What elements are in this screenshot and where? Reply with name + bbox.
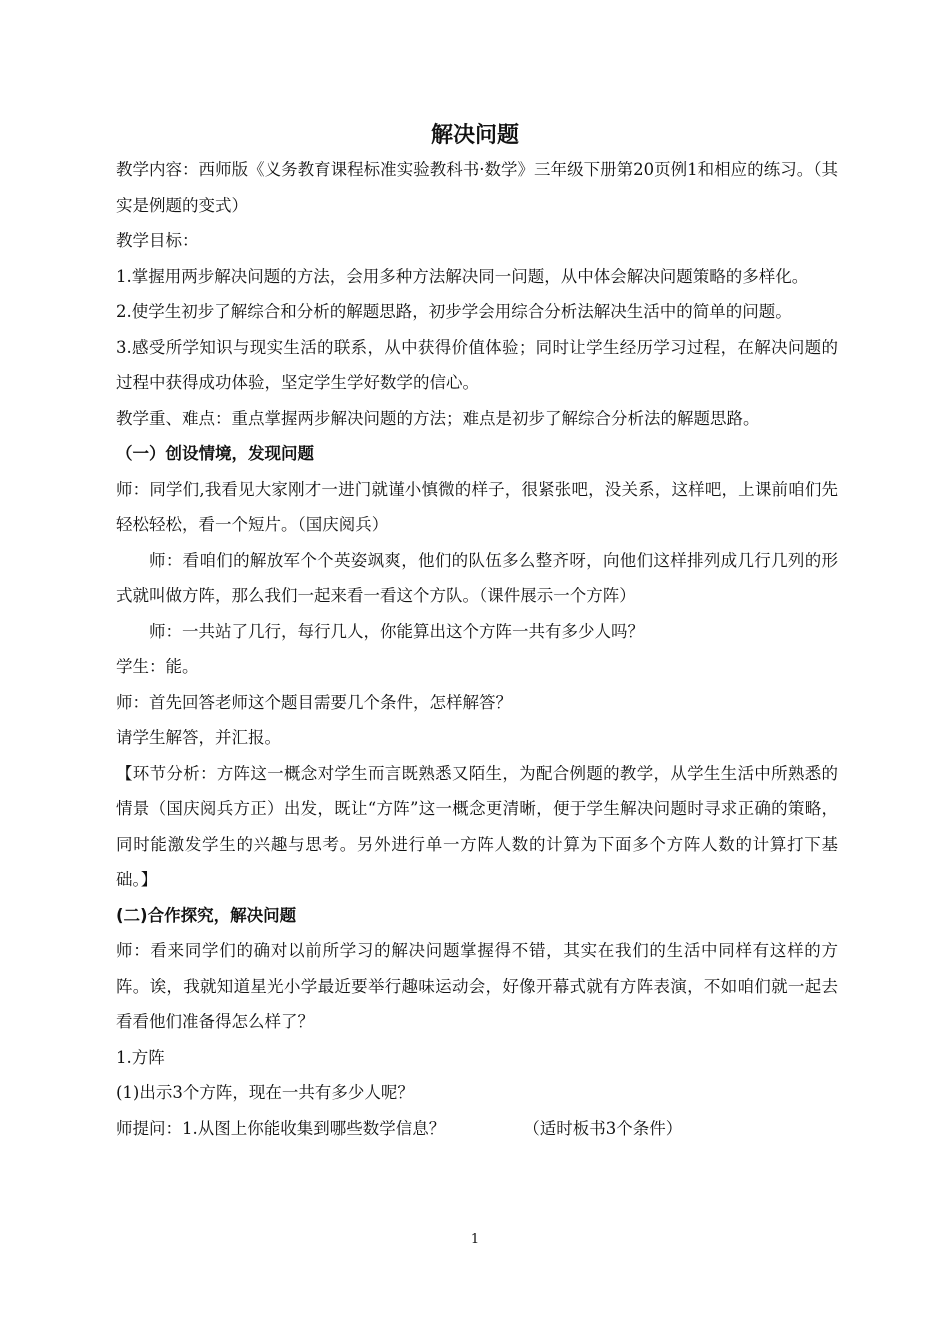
- objective-2: 2.使学生初步了解综合和分析的解题思路，初步学会用综合分析法解决生活中的简单的问题。: [116, 302, 792, 321]
- key-difficulties: 教学重、难点：重点掌握两步解决问题的方法；难点是初步了解综合分析法的解题思路。: [116, 408, 760, 428]
- subsection-formation: 1.方阵: [116, 1047, 165, 1067]
- teacher-line-2: 师：看咱们的解放军个个英姿飒爽，他们的队伍多么整齐呀，向他们这样排列成几行几列的形式就叫做方阵，那么我们一起来看一看这个方队。（课件展示一个方阵）: [116, 550, 838, 605]
- document-title: 解决问题: [430, 123, 519, 148]
- instruction-line: 请学生解答，并汇报。: [116, 728, 281, 747]
- document-body: [116, 152, 838, 1146]
- page-number: 1: [470, 1232, 480, 1247]
- question-1: (1)出示3个方阵，现在一共有多少人呢？: [116, 1083, 414, 1102]
- section-2-heading: (二)合作探究，解决问题: [116, 905, 297, 925]
- section-1-heading: （一）创设情境，发现问题: [116, 444, 314, 463]
- teacher-question-row: [116, 1111, 838, 1147]
- analysis-note: 【环节分析：方阵这一概念对学生而言既熟悉又陌生，为配合例题的教学，从学生生活中所熟悉的情景（国庆阅兵方正）出发，既让“方阵”这一概念更清晰，便于学生解决问题时寻求正确的策略，同时能激发学生的兴趣与思考。另外进行单一方阵人数的计算为下面多个方阵人数的计算打下基础。】: [116, 763, 838, 889]
- teacher-line-1: 师：同学们,我看见大家刚才一进门就谨小慎微的样子，很紧张吧，没关系，这样吧，上课前咱们先轻松轻松，看一个短片。（国庆阅兵）: [116, 479, 838, 534]
- teacher-line-4: 师：首先回答老师这个题目需要几个条件，怎样解答？: [116, 692, 512, 712]
- teaching-content: 教学内容：西师版《义务教育课程标准实验教科书·数学》三年级下册第20页例1和相应的练习。（其实是例题的变式）: [116, 160, 838, 215]
- teacher-line-5: 师：看来同学们的确对以前所学习的解决问题掌握得不错，其实在我们的生活中同样有这样的方阵。诶，我就知道星光小学最近要举行趣味运动会，好像开幕式就有方阵表演，不如咱们就一起去看看他们准备得怎么样了？: [116, 941, 838, 1031]
- teacher-question: 师提问：1.从图上你能收集到哪些数学信息？: [116, 1118, 446, 1138]
- objective-1: 1.掌握用两步解决问题的方法，会用多种方法解决同一问题，从中体会解决问题策略的多样化。: [116, 266, 809, 286]
- objective-3: 3.感受所学知识与现实生活的联系，从中获得价值体验；同时让学生经历学习过程，在解决问题的过程中获得成功体验，坚定学生学好数学的信心。: [116, 337, 838, 392]
- spacer: [445, 1111, 523, 1147]
- objectives-heading: 教学目标：: [116, 231, 199, 250]
- board-note: （适时板书3个条件）: [523, 1118, 683, 1138]
- teacher-line-3: 师：一共站了几行，每行几人，你能算出这个方阵一共有多少人吗？: [149, 621, 644, 641]
- student-line: 学生：能。: [116, 657, 199, 676]
